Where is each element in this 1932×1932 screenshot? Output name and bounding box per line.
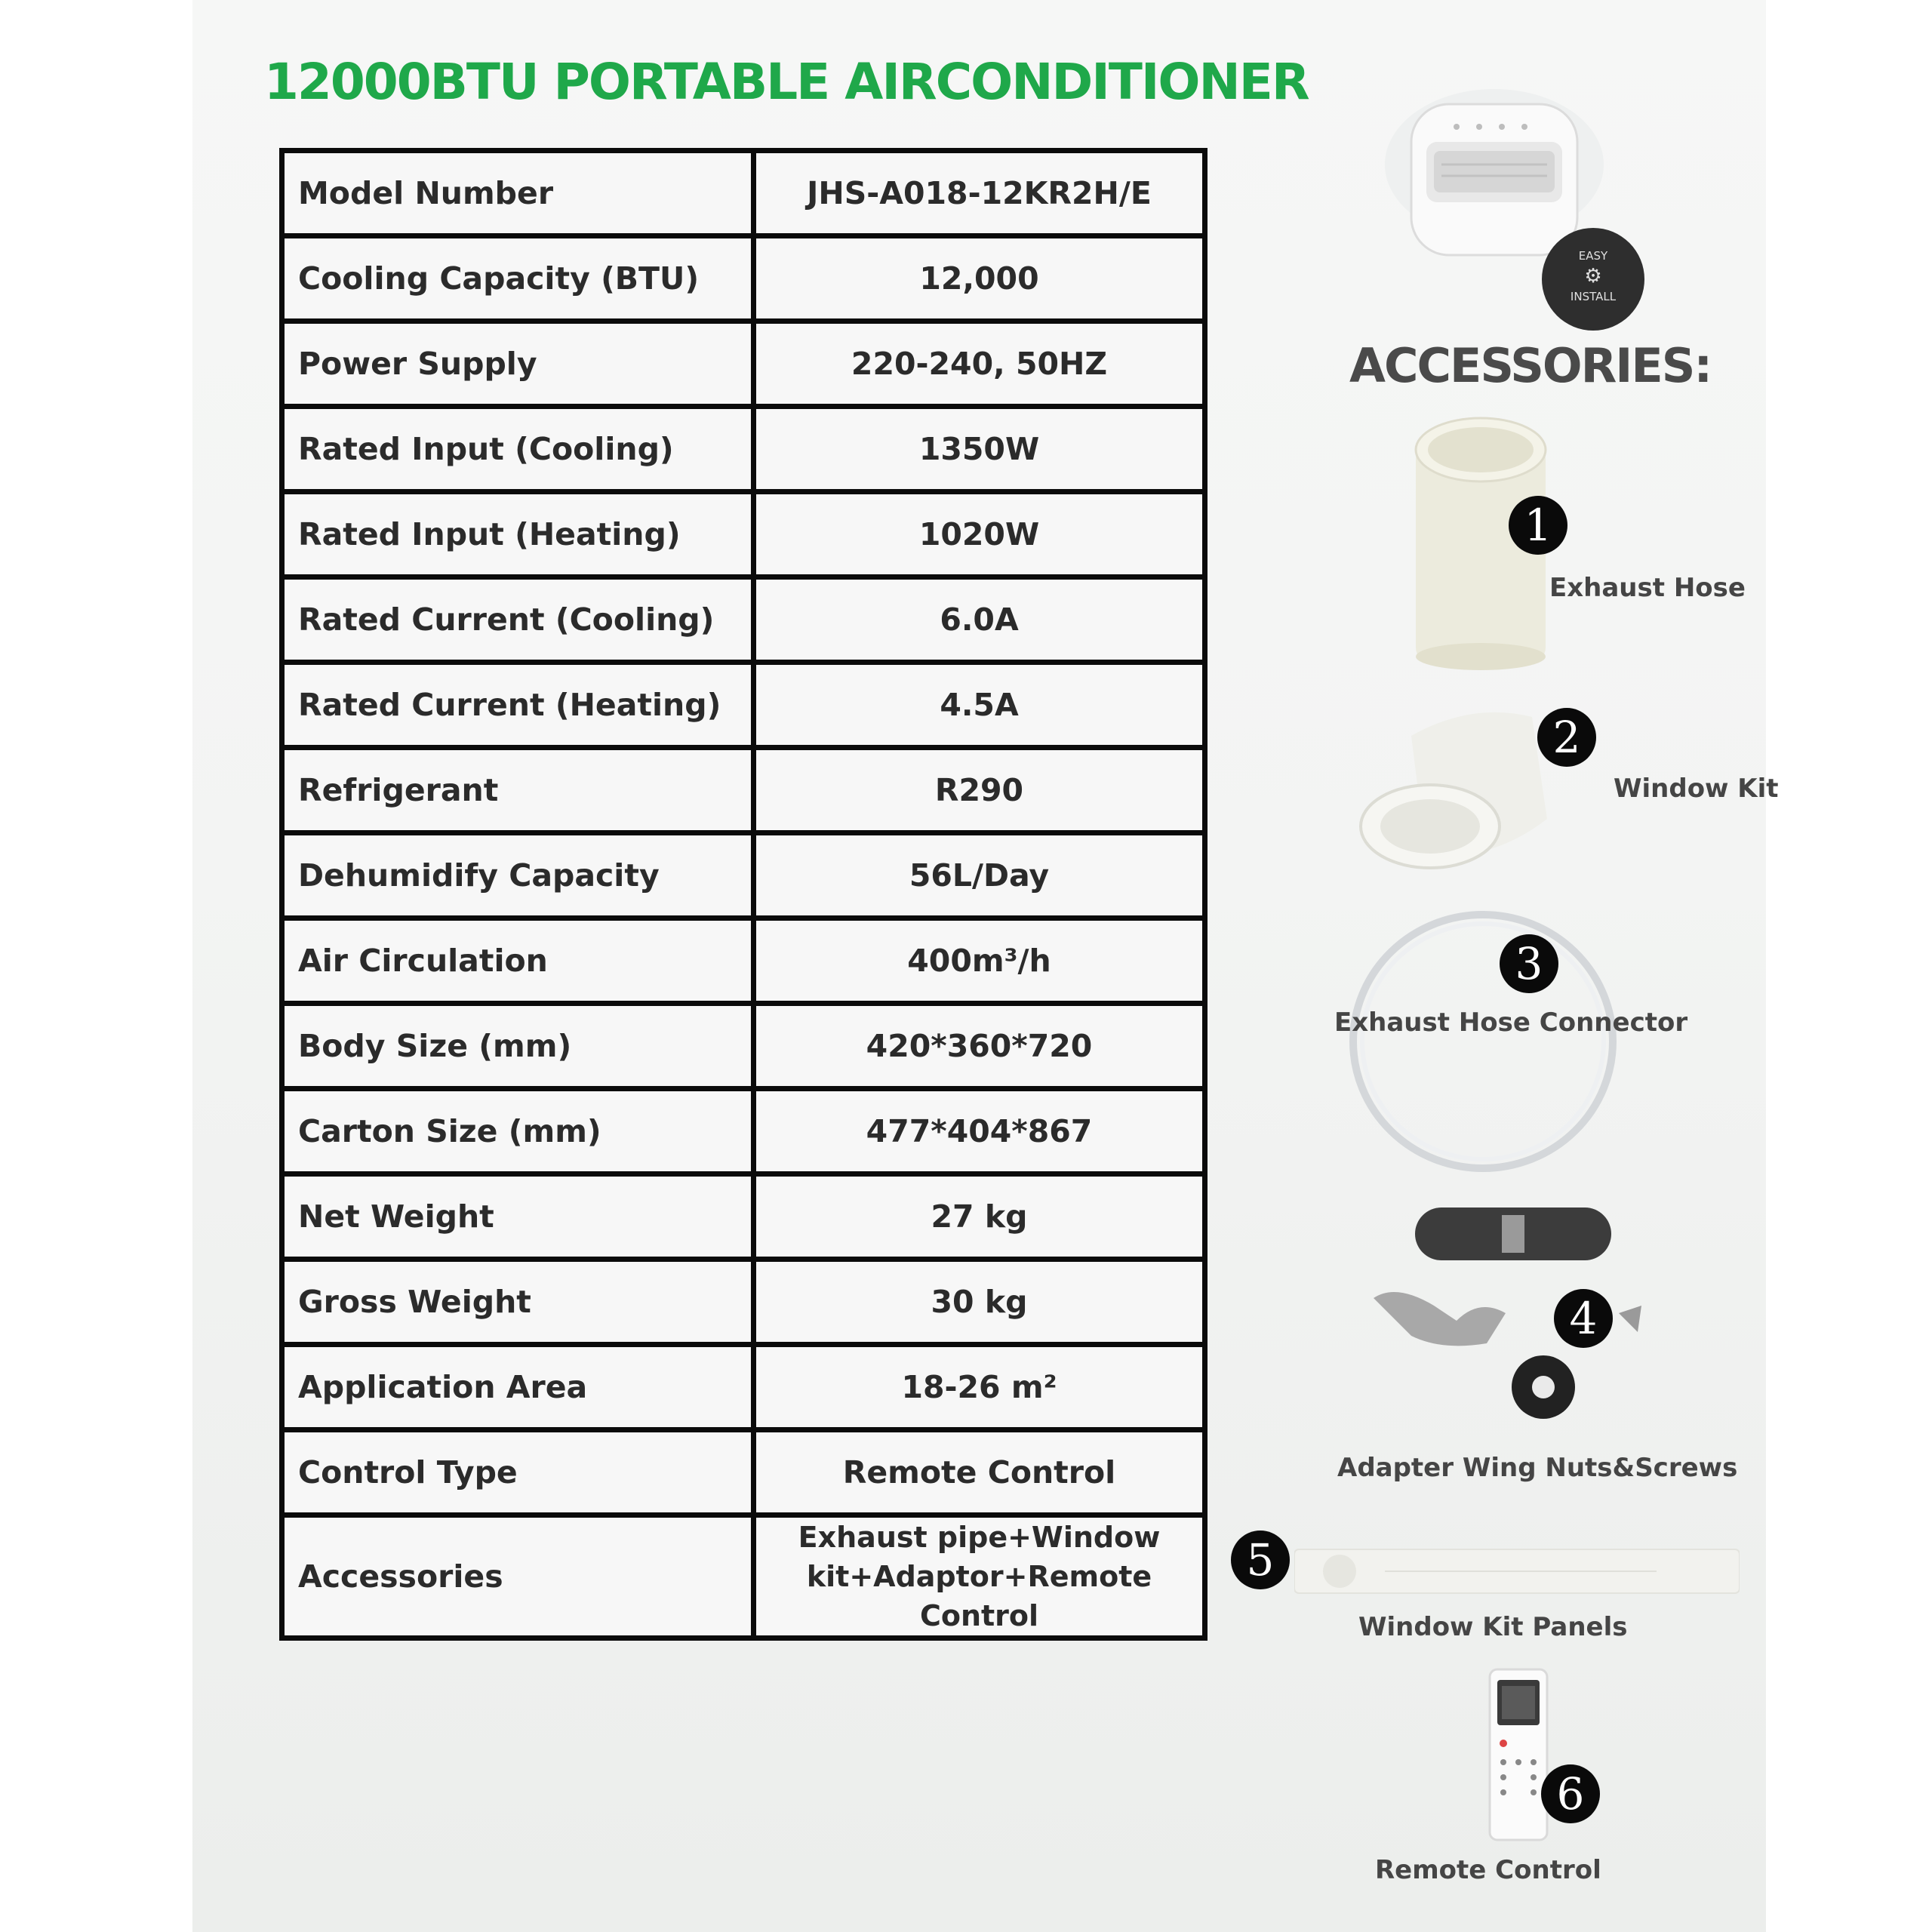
spec-value: 1350W	[754, 407, 1205, 492]
spec-label: Control Type	[282, 1430, 754, 1515]
remote-control-image	[1488, 1668, 1549, 1841]
spec-value: 6.0A	[754, 577, 1205, 663]
spec-label: Rated Input (Heating)	[282, 492, 754, 577]
table-row	[282, 407, 1205, 492]
spec-value: 56L/Day	[754, 833, 1205, 918]
accessory-label-exhaust-hose-connector: Exhaust Hose Connector	[1334, 1008, 1688, 1038]
spec-value: 400m³/h	[754, 918, 1205, 1004]
spec-value: Remote Control	[754, 1430, 1205, 1515]
table-row	[282, 1174, 1205, 1260]
table-row	[282, 1430, 1205, 1515]
table-row	[282, 236, 1205, 321]
table-row	[282, 663, 1205, 748]
spec-value: 27 kg	[754, 1174, 1205, 1260]
table-row	[282, 748, 1205, 833]
spec-label: Dehumidify Capacity	[282, 833, 754, 918]
spec-value: 12,000	[754, 236, 1205, 321]
spec-label: Net Weight	[282, 1174, 754, 1260]
accessory-number-5: 5	[1231, 1531, 1290, 1589]
spec-label: Air Circulation	[282, 918, 754, 1004]
spec-label: Application Area	[282, 1345, 754, 1430]
table-row	[282, 492, 1205, 577]
table-row	[282, 918, 1205, 1004]
accessory-label-window-kit-panels: Window Kit Panels	[1358, 1612, 1628, 1642]
spec-value: 420*360*720	[754, 1004, 1205, 1089]
table-row	[282, 1515, 1205, 1638]
accessory-label-wing-nuts-screws: Adapter Wing Nuts&Screws	[1337, 1453, 1738, 1483]
table-row	[282, 1089, 1205, 1174]
spec-label: Rated Current (Cooling)	[282, 577, 754, 663]
spec-value: JHS-A018-12KR2H/E	[754, 151, 1205, 236]
accessory-number-3: 3	[1500, 934, 1558, 993]
window-kit-panels-image	[1294, 1543, 1740, 1600]
table-row	[282, 321, 1205, 407]
spec-label: Cooling Capacity (BTU)	[282, 236, 754, 321]
accessory-number-2: 2	[1537, 708, 1596, 767]
table-row	[282, 151, 1205, 236]
page-title: 12000BTU PORTABLE AIRCONDITIONER	[264, 53, 1309, 111]
spec-label: Rated Input (Cooling)	[282, 407, 754, 492]
spec-value: 220-240, 50HZ	[754, 321, 1205, 407]
spec-value: R290	[754, 748, 1205, 833]
spec-label: Refrigerant	[282, 748, 754, 833]
spec-label: Body Size (mm)	[282, 1004, 754, 1089]
table-row	[282, 1345, 1205, 1430]
spec-value: 30 kg	[754, 1260, 1205, 1345]
accessory-number-1: 1	[1509, 496, 1567, 555]
spec-value: 1020W	[754, 492, 1205, 577]
easy-install-badge-top: EASY	[1578, 249, 1608, 263]
accessory-label-window-kit: Window Kit	[1614, 774, 1779, 804]
accessory-label-remote-control: Remote Control	[1375, 1855, 1601, 1885]
spec-label: Model Number	[282, 151, 754, 236]
exhaust-hose-connector-image	[1343, 906, 1623, 1177]
easy-install-badge-bottom: INSTALL	[1570, 290, 1617, 303]
easy-install-badge	[1542, 228, 1644, 331]
spec-label: Power Supply	[282, 321, 754, 407]
accessory-number-4: 4	[1554, 1289, 1613, 1348]
table-row	[282, 1260, 1205, 1345]
spec-value: 477*404*867	[754, 1089, 1205, 1174]
spec-value: 18-26 m²	[754, 1345, 1205, 1430]
spec-table	[279, 148, 1208, 1641]
spec-label: Accessories	[282, 1515, 754, 1638]
spec-label: Gross Weight	[282, 1260, 754, 1345]
table-row	[282, 577, 1205, 663]
accessory-number-6: 6	[1541, 1764, 1600, 1823]
accessory-label-exhaust-hose: Exhaust Hose	[1549, 573, 1746, 603]
accessories-title: ACCESSORIES:	[1349, 338, 1712, 393]
spec-label: Rated Current (Heating)	[282, 663, 754, 748]
spec-value: 4.5A	[754, 663, 1205, 748]
spec-label: Carton Size (mm)	[282, 1089, 754, 1174]
table-row	[282, 833, 1205, 918]
spec-value: Exhaust pipe+Window kit+Adaptor+Remote Control	[754, 1515, 1205, 1638]
table-row	[282, 1004, 1205, 1089]
tools-icon: ⚙	[1584, 265, 1602, 288]
